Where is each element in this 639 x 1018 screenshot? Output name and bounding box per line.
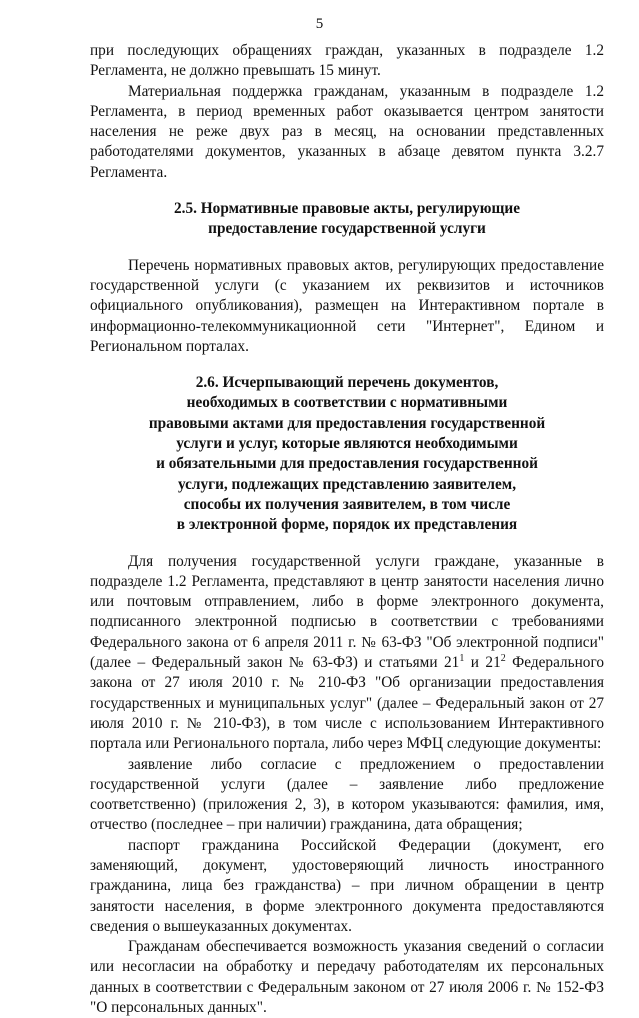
heading-line: необходимых в соответствии с нормативными (186, 394, 508, 412)
heading-line: и обязательными для предоставления государственной (156, 455, 538, 473)
paragraph-continuation: при последующих обращениях граждан, указанных в подразделе 1.2 Регламента, не должно превышать 15 минут. (90, 42, 604, 80)
paragraph-application: заявление либо согласие с предложением о предоставлении государственной услуги (далее – заявление либо предложение соответственно) (приложения 2, 3), в котором указываются: фамилия, имя, отчество (последнее – при наличии) гражданина, дата обращения; (90, 755, 604, 834)
superscript: 2 (500, 652, 506, 664)
heading-line: предоставление государственной услуги (208, 220, 486, 238)
section-heading-2-5 (90, 199, 604, 240)
paragraph-legal-acts: Перечень нормативных правовых актов, регулирующих предоставление государственной услуги (с указанием их реквизитов и источников официального опубликования), размещен на Интерактивном портале в информационно-телекоммуникационной сети "Интернет", Едином и Региональном порталах. (90, 256, 604, 355)
section-heading-2-6 (90, 373, 604, 535)
heading-line: 2.5. Нормативные правовые акты, регулирующие (174, 200, 520, 218)
heading-line: в электронной форме, порядок их представления (176, 516, 518, 534)
paragraph-documents-submission (90, 552, 604, 755)
heading-line: услуги, подлежащих представлению заявителем, (177, 475, 517, 493)
page-number: 5 (315, 16, 324, 32)
paragraph-consent: Гражданам обеспечивается возможность указания сведений о согласии или несогласии на обработку и передачу работодателям их персональных данных в соответствии с Федеральным законом от 27 июля 2006 г. № 152-ФЗ "О персональных данных". (90, 938, 604, 1017)
paragraph-passport: паспорт гражданина Российской Федерации (документ, его заменяющий, документ, удостоверяющий личность иностранного гражданина, лица без гражданства) – при личном обращении в центр занятости населения, в форме электронного документа предоставляются сведения о вышеуказанных документах. (90, 836, 604, 935)
paragraph-text: Федерального закона от 27 июля 2010 г. № 210-ФЗ "Об организации предоставления государственных и муниципальных услуг" (далее – Федеральный закон от 27 июля 2010 г. № 210-ФЗ), в том числе с использованием Интерактивного портала или Регионального портала, либо через МФЦ следующие документы: (90, 654, 604, 753)
paragraph-material-support: Материальная поддержка гражданам, указанным в подразделе 1.2 Регламента, в период временных работ оказывается центром занятости населения не реже двух раз в месяц, на основании представленных работодателями документов, указанных в абзаце девятом пункта 3.2.7 Регламента. (90, 82, 604, 181)
superscript: 1 (459, 652, 465, 664)
heading-line: 2.6. Исчерпывающий перечень документов, (195, 374, 499, 392)
heading-line: способы их получения заявителем, в том числе (183, 495, 511, 513)
paragraph-text: и 21 (464, 654, 501, 672)
paragraph-text: Для получения государственной услуги граждане, указанные в подразделе 1.2 Регламента, представляют в центр занятости населения лично или почтовым отправлением, либо в форме электронного документа, подписанного электронной подписью в соответствии с требованиями Федерального закона от 6 апреля 2011 г. № 63-ФЗ "Об электронной подписи" (далее – Федеральный закон № 63-ФЗ) и статьями 21 (90, 552, 604, 672)
heading-line: правовыми актами для предоставления государственной (148, 414, 546, 432)
document-body (90, 41, 604, 1018)
heading-line: услуги и услуг, которые являются необходимыми (176, 435, 518, 453)
